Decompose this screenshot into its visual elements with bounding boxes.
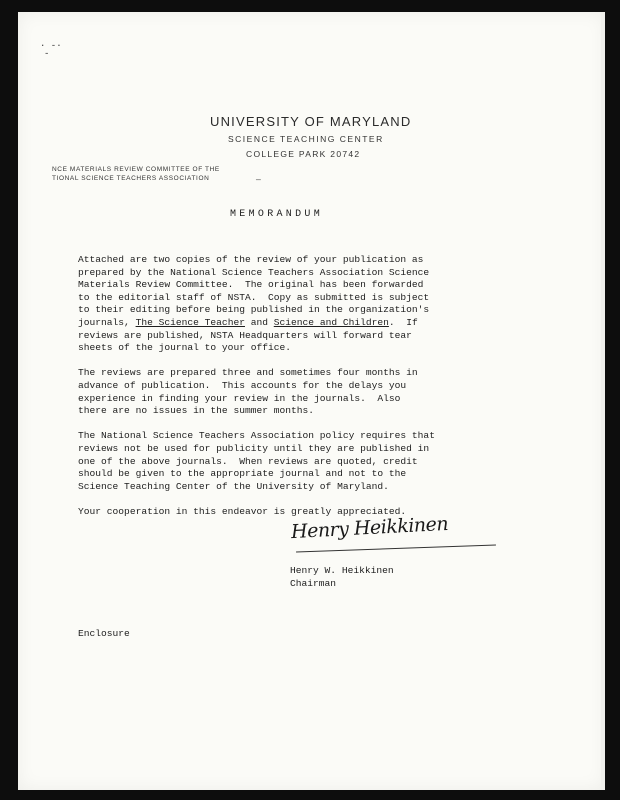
document-page	[18, 12, 605, 790]
text-line: advance of publication. This accounts for the delays you	[78, 379, 407, 391]
text-fragment: and	[244, 316, 274, 328]
text-line: reviews are published, NSTA Headquarters will forward tear	[78, 329, 412, 341]
scan-speck: · -·	[40, 41, 62, 51]
text-fragment: journals,	[78, 316, 136, 328]
text-line: The National Science Teachers Association policy requires that	[78, 430, 435, 442]
text-line: one of the above journals. When reviews are quoted, credit	[78, 455, 418, 467]
text-line: to the editorial staff of NSTA. Copy as submitted is subject	[78, 291, 430, 303]
paragraph-4: Your cooperation in this endeavor is greatly appreciated.	[78, 505, 407, 517]
paragraph-1	[78, 254, 498, 355]
letterhead-center: SCIENCE TEACHING CENTER	[228, 134, 384, 144]
text-line: prepared by the National Science Teachers Association Science	[78, 266, 430, 278]
handwritten-signature: Henry Heikkinen	[290, 512, 449, 544]
text-fragment: . If	[388, 316, 418, 328]
paragraph-3	[78, 430, 498, 493]
page-edge	[601, 12, 605, 790]
text-line: to their editing before being published in the organization's	[78, 304, 430, 316]
scan-speck: -	[44, 49, 50, 59]
text-line: The reviews are prepared three and sometimes four months in	[78, 367, 418, 379]
text-line: experience in finding your review in the journals. Also	[78, 392, 401, 404]
text-line: should be given to the appropriate journal and not to the	[78, 468, 407, 480]
journal-title: Science and Children	[273, 316, 389, 328]
committee-line-1: NCE MATERIALS REVIEW COMMITTEE OF THE	[52, 166, 220, 173]
text-line: sheets of the journal to your office.	[78, 342, 292, 354]
committee-line-2: TIONAL SCIENCE TEACHERS ASSOCIATION	[52, 175, 210, 182]
text-line: there are no issues in the summer months.	[78, 405, 315, 417]
letter-body	[78, 254, 498, 531]
text-line: Materials Review Committee. The original has been forwarded	[78, 279, 424, 291]
text-line: Science Teaching Center of the University of Maryland.	[78, 480, 389, 492]
letterhead-city: COLLEGE PARK 20742	[246, 149, 361, 159]
signer-title: Chairman	[290, 578, 337, 589]
letterhead-university: UNIVERSITY OF MARYLAND	[210, 114, 412, 129]
paragraph-2	[78, 367, 498, 417]
text-line: Attached are two copies of the review of your publication as	[78, 254, 424, 265]
enclosure-note: Enclosure	[78, 628, 130, 639]
memo-heading: MEMORANDUM	[230, 209, 324, 220]
journal-title: The Science Teacher	[135, 316, 245, 328]
separator-mark: —	[256, 176, 261, 185]
signature-stroke	[296, 545, 496, 553]
text-line: reviews not be used for publicity until they are published in	[78, 442, 430, 454]
signer-name: Henry W. Heikkinen	[290, 565, 394, 576]
